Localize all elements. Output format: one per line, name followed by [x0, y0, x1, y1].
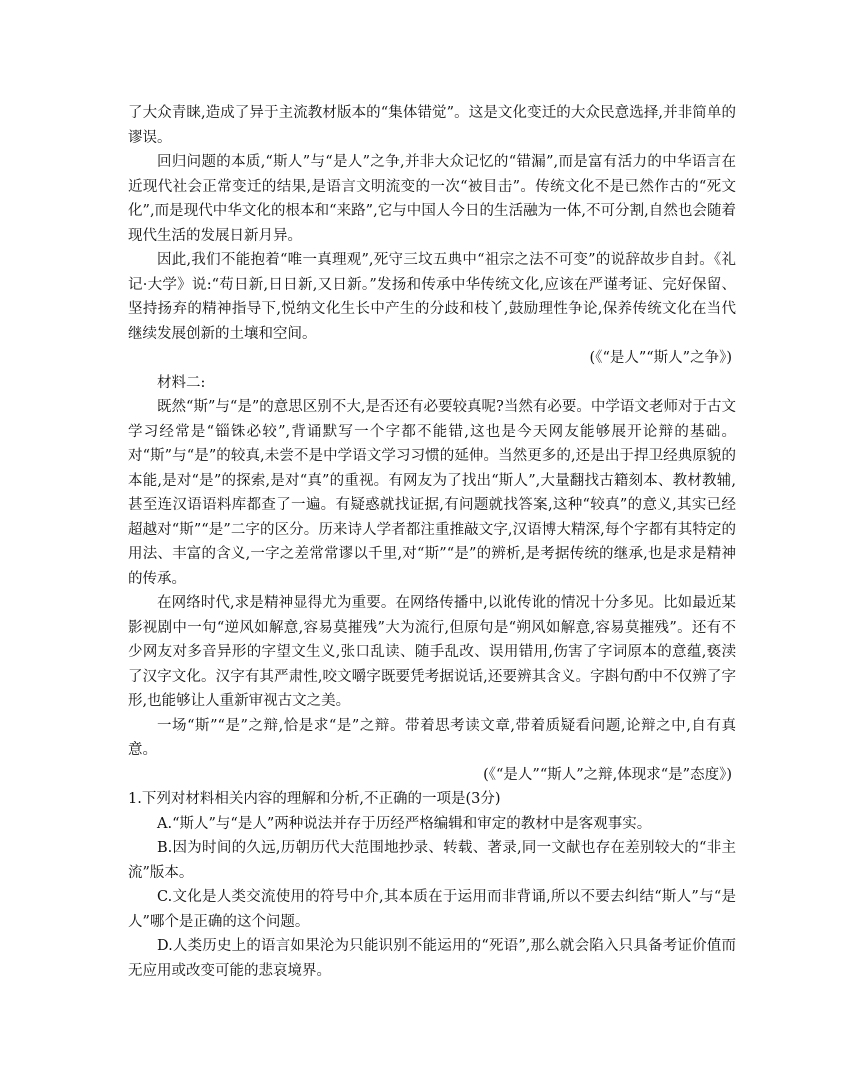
option-c: C.文化是人类交流使用的符号中介,其本质在于运用而非背诵,所以不要去纠结“斯人”与“是人”哪个是正确的这个问题。 [128, 889, 736, 930]
paragraph-material2-3: 一场“斯”“是”之辩,恰是求“是”之辩。带着思考读文章,带着质疑看问题,论辩之中,自有真意。 [128, 717, 736, 758]
material2-source: (《“是人”“斯人”之辩,体现求“是”态度》) [483, 766, 732, 783]
option-b: B.因为时间的久远,历朝历代大范围地抄录、转载、著录,同一文献也存在差别较大的“非主流”版本。 [128, 840, 736, 881]
material2-label: 材料二: [157, 374, 206, 391]
paragraph-essence: 回归问题的本质,“斯人”与“是人”之争,并非大众记忆的“错漏”,而是富有活力的中华语言在近现代社会正常变迁的结果,是语言文明流变的一次“被目击”。传统文化不是已然作古的“死文化”,而是现代中华文化的根本和“来路”,它与中国人今日的生活融为一体,不可分割,自然也会随着现代生活的发展日新月异。 [128, 154, 736, 244]
option-d: D.人类历史上的语言如果沦为只能识别不能运用的“死语”,那么就会陷入只具备考证价值而无应用或改变可能的悲哀境界。 [128, 938, 736, 979]
paragraph-material2-1: 既然“斯”与“是”的意思区别不大,是否还有必要较真呢?当然有必要。中学语文老师对于古文学习经常是“锱铢必较”,背诵默写一个字都不能错,这也是今天网友能够展开论辩的基础。对“斯”与“是”的较真,未尝不是中学语文学习习惯的延伸。当然更多的,还是出于捍卫经典原貌的本能,是对“是”的探索,是对“真”的重视。有网友为了找出“斯人”,大量翻找古籍刻本、教材教辅,甚至连汉语语料库都查了一遍。有疑惑就找证据,有问题就找答案,这种“较真”的意义,其实已经超越对“斯”“是”二字的区分。历来诗人学者都注重推敲文字,汉语博大精深,每个字都有其特定的用法、丰富的含义,一字之差常常谬以千里,对“斯”“是”的辨析,是考据传统的继承,也是求是精神的传承。 [128, 399, 736, 587]
paragraph-continuation: 了大众青睐,造成了异于主流教材版本的“集体错觉”。这是文化变迁的大众民意选择,并非简单的谬误。 [128, 105, 736, 146]
document-body [128, 101, 736, 983]
paragraph-material2-2: 在网络时代,求是精神显得尤为重要。在网络传播中,以讹传讹的情况十分多见。比如最近某影视剧中一句“逆风如解意,容易莫摧残”大为流行,但原句是“朔风如解意,容易莫摧残”。还有不少网友对多音异形的字望文生义,张口乱读、随手乱改、误用错用,伤害了字词原本的意蕴,亵渎了汉字文化。汉字有其严肃性,咬文嚼字既要凭考据说话,还要辨其含义。字斟句酌中不仅辨了字形,也能够让人重新审视古文之美。 [128, 595, 736, 709]
question-stem: 1.下列对材料相关内容的理解和分析,不正确的一项是(3分) [128, 791, 501, 807]
material1-source: (《“是人”“斯人”之争》) [589, 350, 732, 366]
option-a: A.“斯人”与“是人”两种说法并存于历经严格编辑和审定的教材中是客观事实。 [157, 815, 652, 832]
paragraph-conclusion: 因此,我们不能抱着“唯一真理观”,死守三坟五典中“祖宗之法不可变”的说辞故步自封。《礼记·大学》说:“苟日新,日日新,又日新。”发扬和传承中华传统文化,应该在严谨考证、完好保留、坚持扬弃的精神指导下,悦纳文化生长中产生的分歧和枝丫,鼓励理性争论,保养传统文化在当代继续发展创新的土壤和空间。 [128, 252, 736, 342]
